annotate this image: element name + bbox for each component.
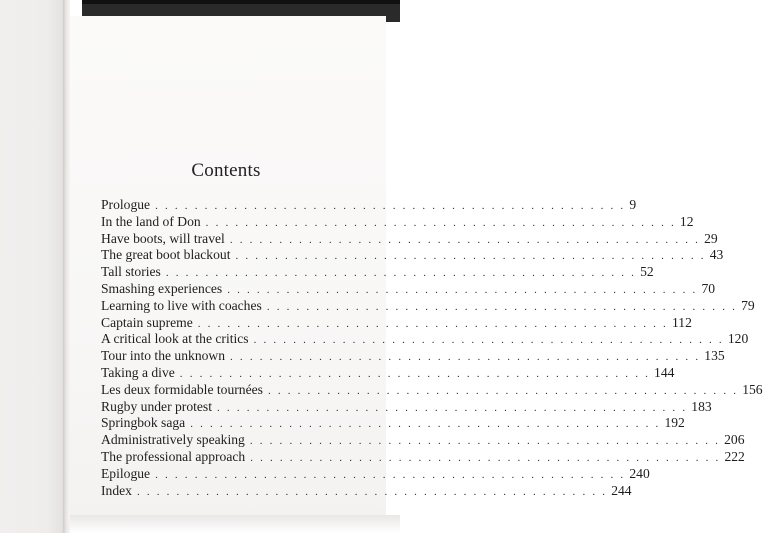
toc-entry xyxy=(101,264,654,281)
toc-entry-title: Tour into the unknown xyxy=(101,348,226,364)
toc-entry xyxy=(101,348,725,365)
toc-entry-title: Administratively speaking xyxy=(101,432,245,448)
toc-entry xyxy=(101,213,694,231)
toc-leader-dots: . . . . . . . . . . . . . . . . . . . . . . . . . . . . . . . . . . . . . . . . . . . . . . . . xyxy=(230,351,701,364)
toc-entry-page: 192 xyxy=(664,415,685,431)
toc-leader-dots: . . . . . . . . . . . . . . . . . . . . . . . . . . . . . . . . . . . . . . . . . . . . . . . . xyxy=(249,435,721,448)
toc-entry xyxy=(101,482,632,500)
toc-leader-dots: . . . . . . . . . . . . . . . . . . . . . . . . . . . . . . . . . . . . . . . . . . . . . . . . xyxy=(227,283,698,296)
toc-entry xyxy=(101,331,749,348)
book-cover-shadow xyxy=(82,0,400,4)
toc-entry-page: 135 xyxy=(704,348,725,364)
toc-entry xyxy=(101,381,763,399)
toc-entry-page: 222 xyxy=(724,448,745,464)
toc-leader-dots: . . . . . . . . . . . . . . . . . . . . . . . . . . . . . . . . . . . . . . . . . . . . . . . . xyxy=(155,468,626,481)
page-bottom-shadow xyxy=(66,515,400,533)
toc-leader-dots: . . . . . . . . . . . . . . . . . . . . . . . . . . . . . . . . . . . . . . . . . . . . . . . . xyxy=(190,418,661,431)
toc-entry xyxy=(101,297,755,315)
toc-entry xyxy=(101,432,745,449)
toc-entry xyxy=(101,398,712,416)
toc-leader-dots: . . . . . . . . . . . . . . . . . . . . . . . . . . . . . . . . . . . . . . . . . . . . . . . . xyxy=(155,200,626,212)
toc-entry-page: 244 xyxy=(611,482,632,498)
toc-leader-dots: . . . . . . . . . . . . . . . . . . . . . . . . . . . . . . . . . . . . . . . . . . . . . . . . xyxy=(267,384,739,397)
toc-entry xyxy=(101,230,718,248)
toc-entry-title: Index xyxy=(101,482,132,498)
toc-entry-page: 29 xyxy=(704,230,718,246)
toc-leader-dots: . . . . . . . . . . . . . . . . . . . . . . . . . . . . . . . . . . . . . . . . . . . . . . . . xyxy=(197,317,668,330)
toc-entry-title: The professional approach xyxy=(101,448,246,464)
toc-entry-page: 70 xyxy=(701,280,716,296)
facing-page xyxy=(0,0,66,533)
toc-entry xyxy=(101,197,637,214)
toc-entry xyxy=(101,465,650,483)
toc-entry-page: 156 xyxy=(742,381,763,397)
toc-entry-title: Have boots, will travel xyxy=(101,230,225,246)
toc-leader-dots: . . . . . . . . . . . . . . . . . . . . . . . . . . . . . . . . . . . . . . . . . . . . . . . . xyxy=(250,451,721,464)
toc-leader-dots: . . . . . . . . . . . . . . . . . . . . . . . . . . . . . . . . . . . . . . . . . . . . . . . . xyxy=(229,233,701,246)
toc-entry-title: Rugby under protest xyxy=(101,398,213,414)
toc-leader-dots: . . . . . . . . . . . . . . . . . . . . . . . . . . . . . . . . . . . . . . . . . . . . . . . . xyxy=(235,250,706,263)
toc-entry-title: In the land of Don xyxy=(101,213,201,229)
toc-entry xyxy=(101,247,724,264)
toc-entry-title: Epilogue xyxy=(101,465,151,481)
toc-leader-dots: . . . . . . . . . . . . . . . . . . . . . . . . . . . . . . . . . . . . . . . . . . . . . . . . xyxy=(253,334,724,347)
toc-entry xyxy=(101,415,685,432)
toc-entry xyxy=(101,314,692,332)
toc-entry-title: Smashing experiences xyxy=(101,280,223,296)
toc-entry-page: 79 xyxy=(741,297,755,313)
toc-entry-page: 206 xyxy=(724,432,745,448)
page-title: Contents xyxy=(191,160,261,181)
toc-entry-page: 43 xyxy=(709,247,724,263)
toc-entry-title: Prologue xyxy=(101,197,151,212)
toc-leader-dots: . . . . . . . . . . . . . . . . . . . . . . . . . . . . . . . . . . . . . . . . . . . . . . . . xyxy=(136,485,608,498)
toc-entry-page: 183 xyxy=(691,398,712,414)
toc-entry-title: Tall stories xyxy=(101,264,161,280)
toc-entry-page: 240 xyxy=(629,465,650,481)
toc-entry-page: 12 xyxy=(679,213,694,229)
toc-entry xyxy=(101,280,716,298)
toc-entry-page: 112 xyxy=(671,314,692,330)
toc-entry-page: 144 xyxy=(654,364,675,380)
toc-entry-title: Les deux formidable tournées xyxy=(101,381,263,397)
toc-entry-title: The great boot blackout xyxy=(101,247,231,263)
toc-entry-page: 52 xyxy=(640,264,654,280)
toc-entry-page: 9 xyxy=(629,197,637,212)
toc-entry-title: Learning to live with coaches xyxy=(101,297,262,313)
toc-entry-title: Captain supreme xyxy=(101,314,193,330)
toc-leader-dots: . . . . . . . . . . . . . . . . . . . . . . . . . . . . . . . . . . . . . . . . . . . . . . . . xyxy=(217,401,688,414)
toc-entry xyxy=(101,448,745,466)
toc-leader-dots: . . . . . . . . . . . . . . . . . . . . . . . . . . . . . . . . . . . . . . . . . . . . . . . . xyxy=(266,300,738,313)
toc-leader-dots: . . . . . . . . . . . . . . . . . . . . . . . . . . . . . . . . . . . . . . . . . . . . . . . . xyxy=(165,267,637,280)
toc-entry-title: A critical look at the critics xyxy=(101,331,249,347)
table-of-contents xyxy=(101,197,763,499)
toc-entry-title: Springbok saga xyxy=(101,415,186,431)
toc-entry xyxy=(101,364,675,382)
toc-entry-page: 120 xyxy=(727,331,749,347)
toc-leader-dots: . . . . . . . . . . . . . . . . . . . . . . . . . . . . . . . . . . . . . . . . . . . . . . . . xyxy=(179,367,651,380)
toc-leader-dots: . . . . . . . . . . . . . . . . . . . . . . . . . . . . . . . . . . . . . . . . . . . . . . . . xyxy=(205,216,676,229)
toc-entry-title: Taking a dive xyxy=(101,364,175,380)
book-gutter xyxy=(63,0,70,533)
